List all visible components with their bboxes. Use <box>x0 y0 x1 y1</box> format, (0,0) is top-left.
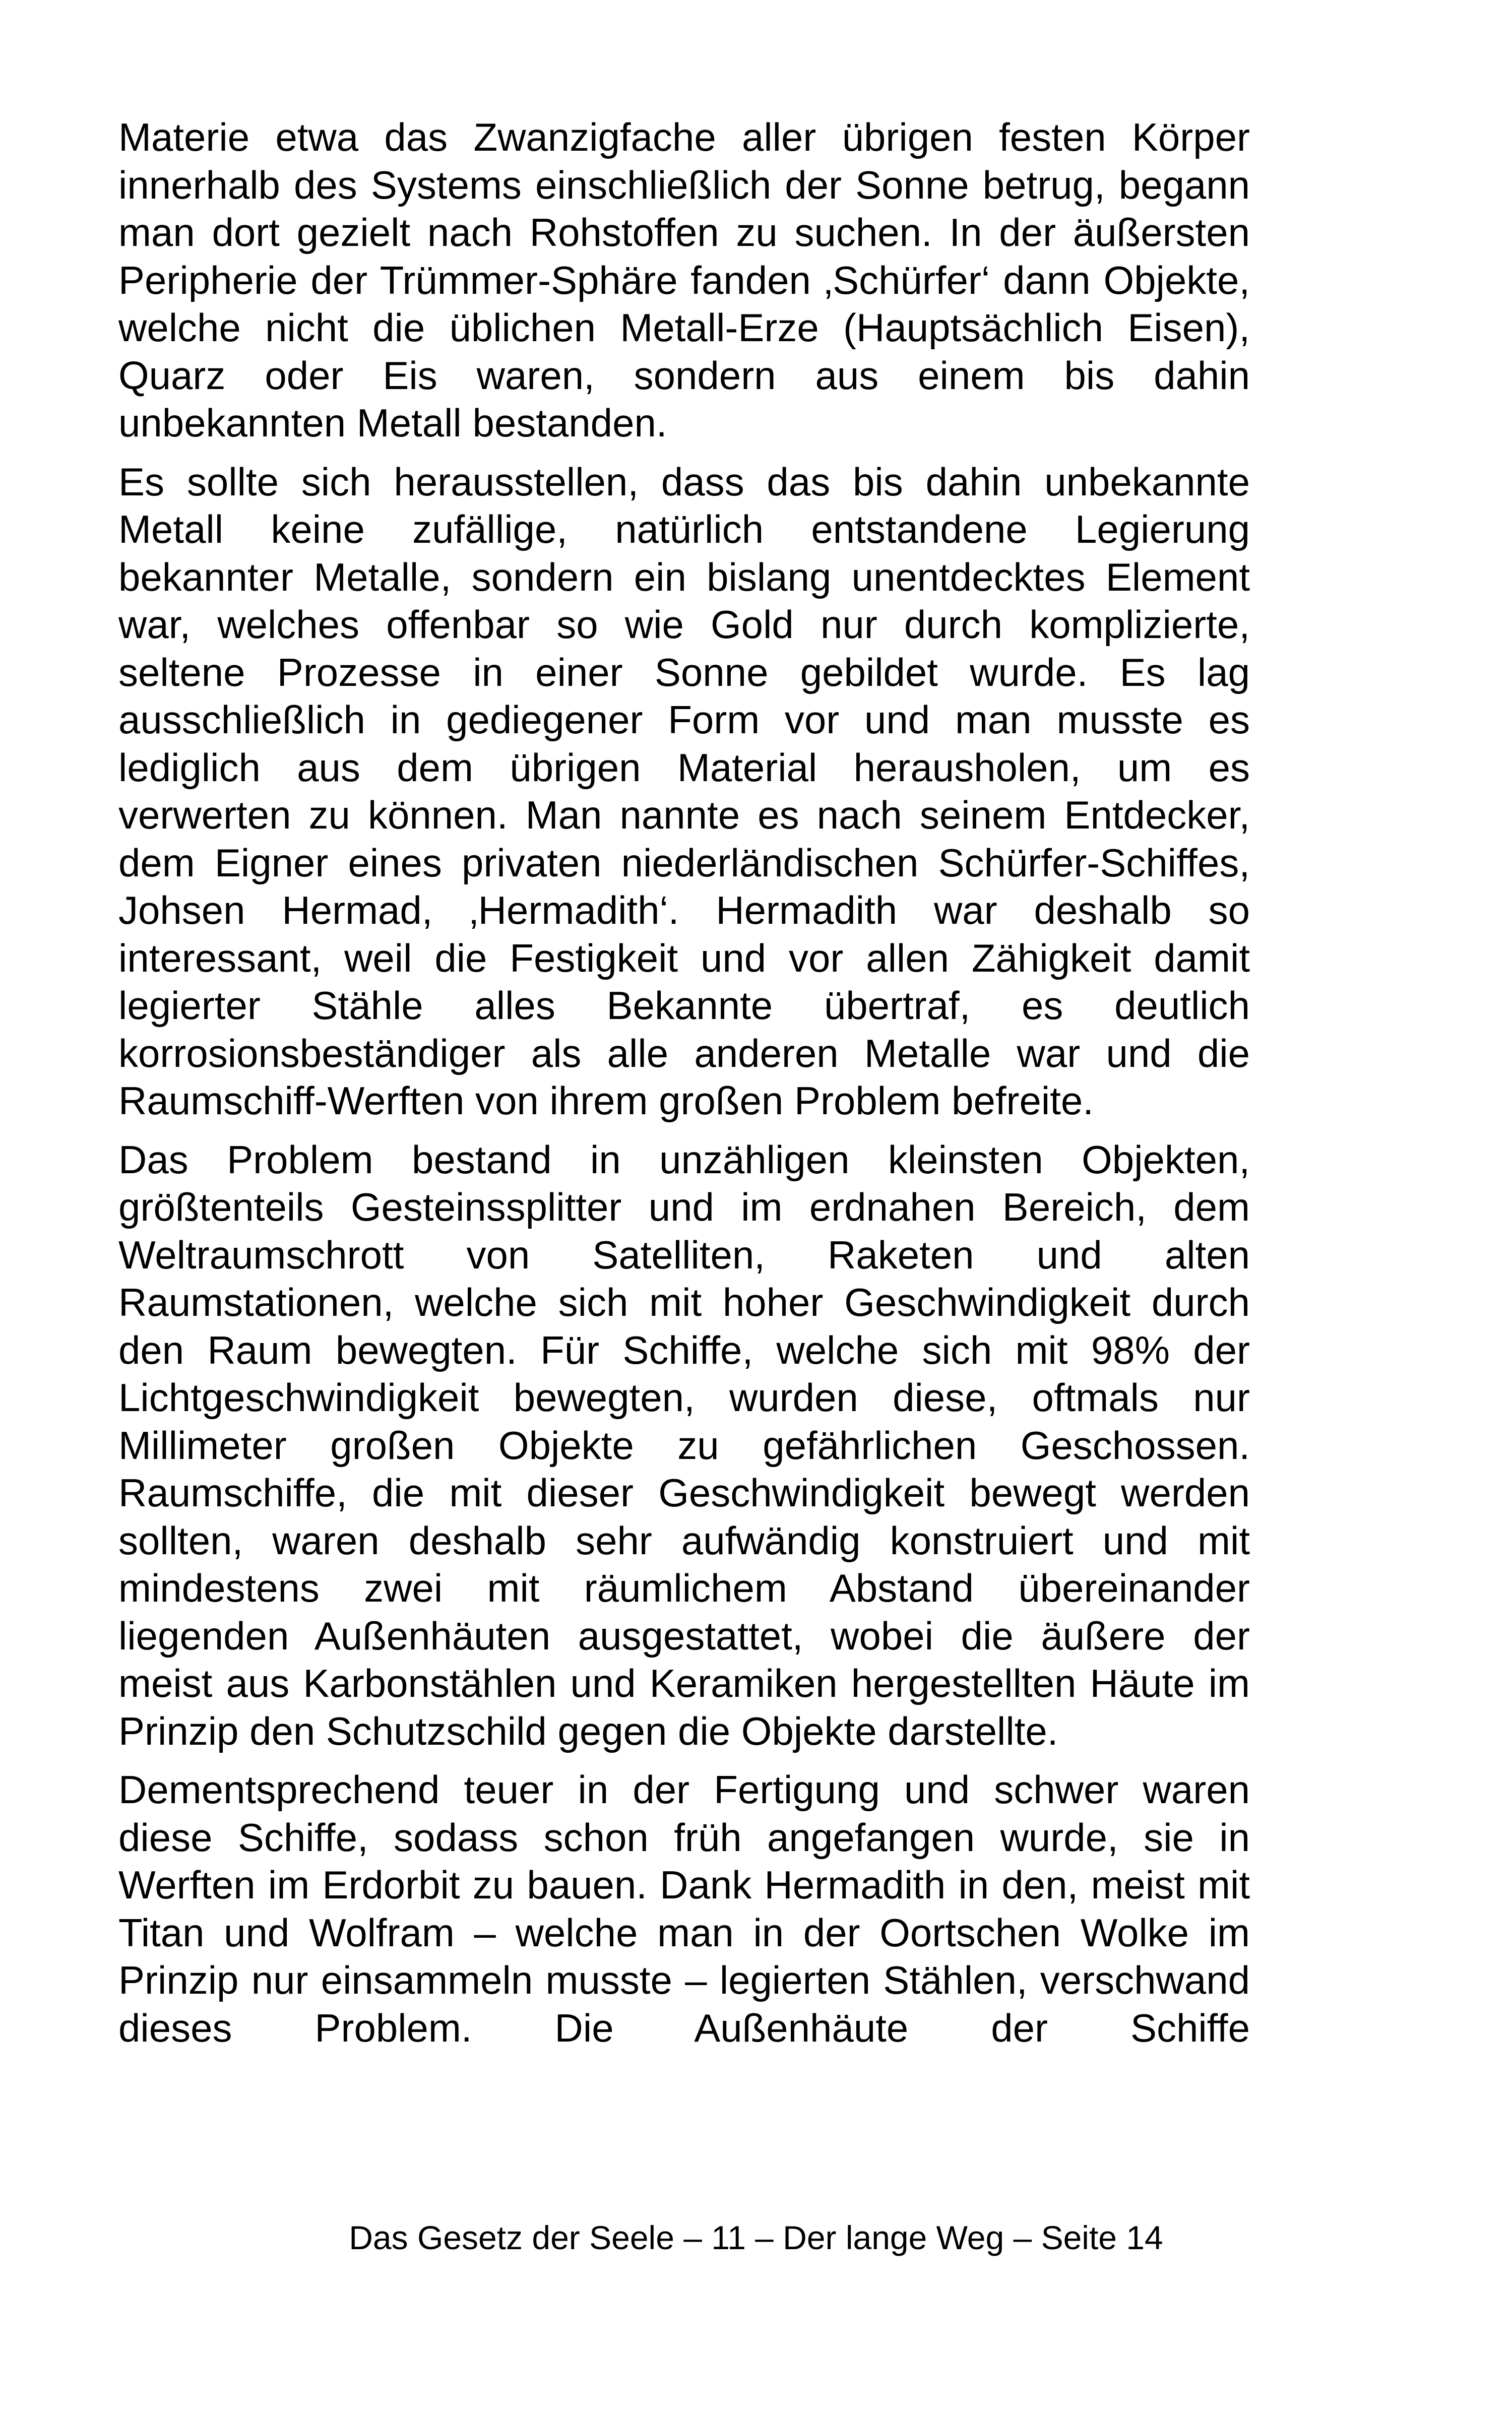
paragraph-2: Es sollte sich herausstellen, dass das bis dahin unbekannte Metall keine zufällige, natürlich entstandene Legierung bekannter Metalle, sondern ein bislang unentdecktes Element war, welches offenbar so wie Gold nur durch komplizierte, seltene Prozesse in einer Sonne gebildet wurde. Es lag ausschließlich in gediegener Form vor und man musste es lediglich aus dem übrigen Material herausholen, um es verwerten zu können. Man nannte es nach seinem Entdecker, dem Eigner eines privaten niederländischen Schürfer-Schiffes, Johsen Hermad, ‚Hermadith‘. Hermadith war deshalb so interessant, weil die Festigkeit und vor allen Zähigkeit damit legierter Stähle alles Bekannte übertraf, es deutlich korrosionsbeständiger als alle anderen Metalle war und die Raumschiff-Werften von ihrem großen Problem befreite. <box>118 459 1250 1123</box>
body-text <box>118 113 1250 2063</box>
paragraph-3: Das Problem bestand in unzähligen kleinsten Objekten, größtenteils Gesteinssplitter und im erdnahen Bereich, dem Weltraumschrott von Satelliten, Raketen und alten Raumstationen, welche sich mit hoher Geschwindigkeit durch den Raum bewegten. Für Schiffe, welche sich mit 98% der Lichtgeschwindigkeit bewegten, wurden diese, oftmals nur Millimeter großen Objekte zu gefährlichen Geschossen. Raumschiffe, die mit dieser Geschwindigkeit bewegt werden sollten, waren deshalb sehr aufwändig konstruiert und mit mindestens zwei mit räumlichem Abstand übereinander liegenden Außenhäuten ausgestattet, wobei die äußere der meist aus Karbonstählen und Keramiken hergestellten Häute im Prinzip den Schutzschild gegen die Objekte darstellte. <box>118 1137 1250 1753</box>
paragraph-4: Dementsprechend teuer in der Fertigung und schwer waren diese Schiffe, sodass schon früh angefangen wurde, sie in Werften im Erdorbit zu bauen. Dank Hermadith in den, meist mit Titan und Wolfram – welche man in der Oortschen Wolke im Prinzip nur einsammeln musste – legierten Stählen, verschwand dieses Problem. Die Außenhäute der Schiffe <box>118 1767 1250 2050</box>
paragraph-1: Materie etwa das Zwanzigfache aller übrigen festen Körper innerhalb des Systems einschließlich der Sonne betrug, begann man dort gezielt nach Rohstoffen zu suchen. In der äußersten Peripherie der Trümmer-Sphäre fanden ‚Schürfer‘ dann Objekte, welche nicht die üblichen Metall-Erze (Hauptsächlich Eisen), Quarz oder Eis waren, sondern aus einem bis dahin unbekannten Metall bestanden. <box>118 115 1250 445</box>
page-footer: Das Gesetz der Seele – 11 – Der lange Weg – Seite 14 <box>349 2219 1163 2256</box>
